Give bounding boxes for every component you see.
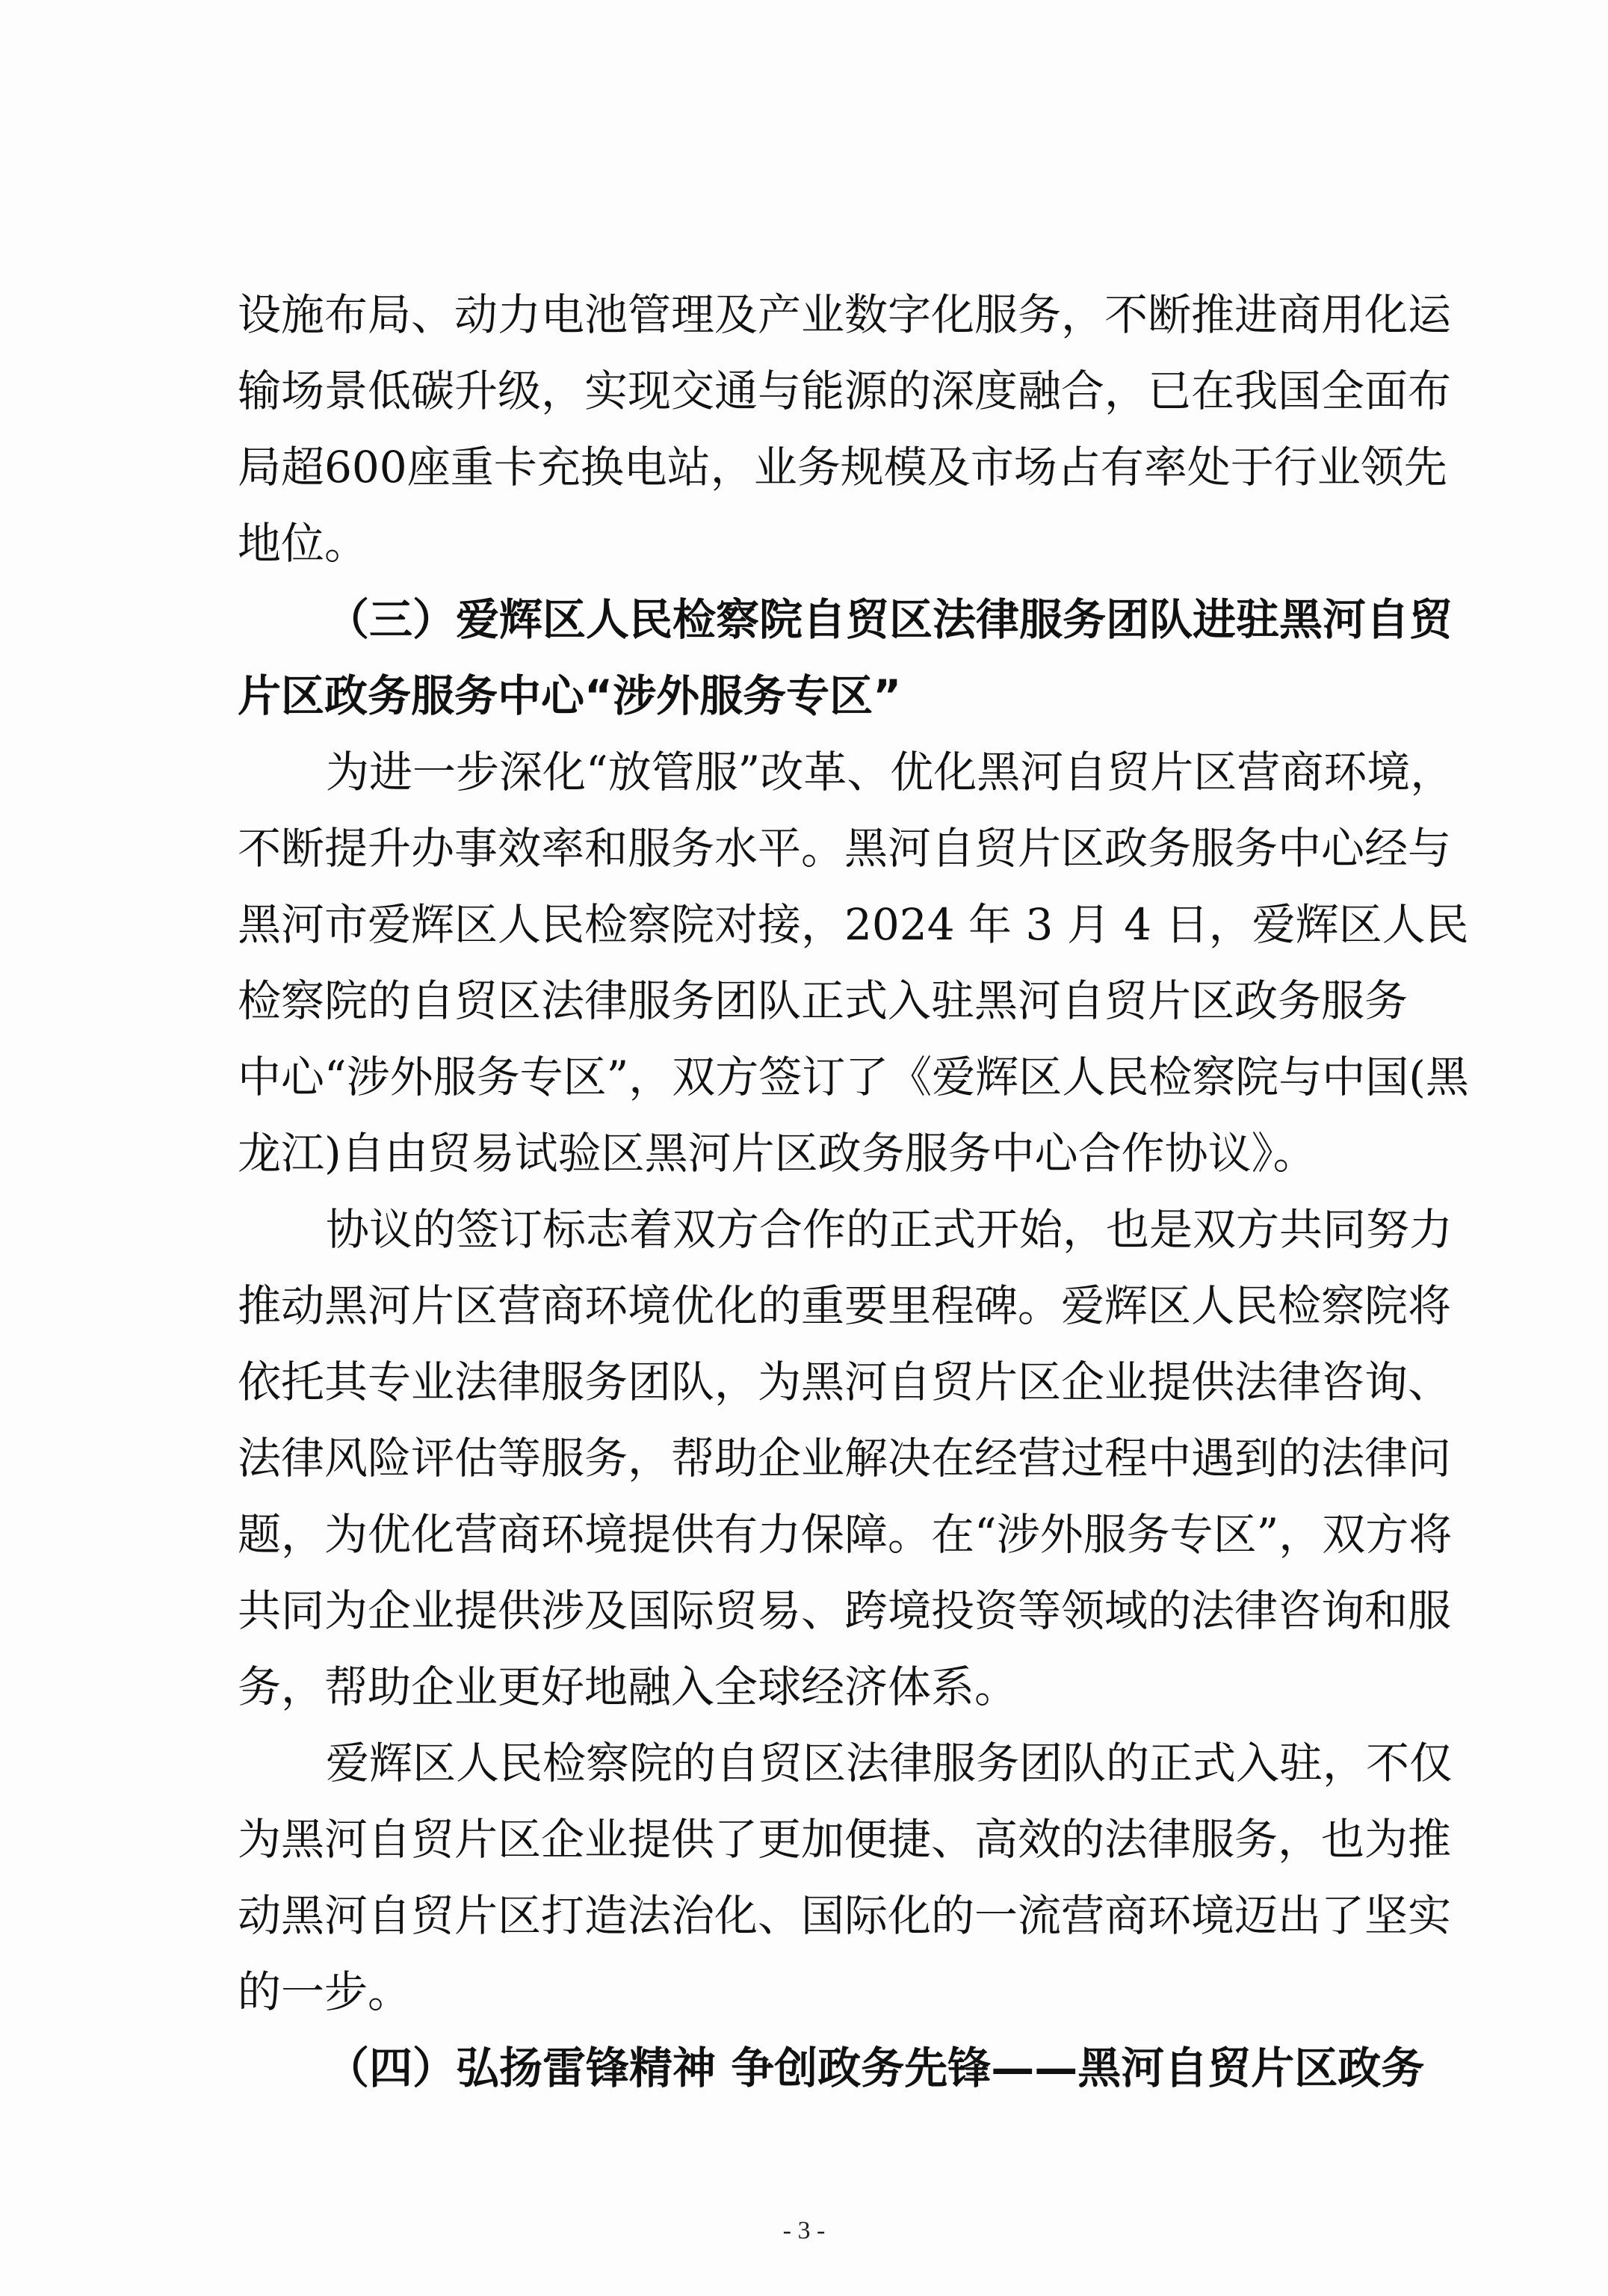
- body-line: 推动黑河片区营商环境优化的重要里程碑。爱辉区人民检察院将: [238, 1280, 1452, 1331]
- body-line: 共同为企业提供涉及国际贸易、跨境投资等领域的法律咨询和服: [238, 1585, 1452, 1636]
- body-line: 协议的签订标志着双方合作的正式开始，也是双方共同努力: [326, 1204, 1453, 1255]
- body-line: 输场景低碳升级，实现交通与能源的深度融合，已在我国全面布: [238, 365, 1452, 416]
- body-line: 检察院的自贸区法律服务团队正式入驻黑河自贸片区政务服务: [238, 975, 1408, 1026]
- body-line: 法律风险评估等服务，帮助企业解决在经营过程中遇到的法律问: [238, 1433, 1452, 1484]
- body-line: 中心“涉外服务专区”，双方签订了《爱辉区人民检察院与中国(黑: [238, 1052, 1469, 1102]
- body-line: 龙江)自由贸易试验区黑河片区政务服务中心合作协议》。: [238, 1128, 1317, 1179]
- body-line: 题，为优化营商环境提供有力保障。在“涉外服务专区”，双方将: [238, 1509, 1453, 1560]
- section-heading: （四）弘扬雷锋精神 争创政务先锋——黑河自贸片区政务: [326, 2043, 1425, 2093]
- body-line: 设施布局、动力电池管理及产业数字化服务，不断推进商用化运: [238, 289, 1452, 340]
- body-line: 黑河市爱辉区人民检察院对接，2024 年 3 月 4 日，爱辉区人民: [238, 899, 1469, 950]
- body-line: 的一步。: [238, 1966, 412, 2017]
- section-heading: 片区政务服务中心“涉外服务专区”: [238, 670, 902, 721]
- section-heading: （三）爱辉区人民检察院自贸区法律服务团队进驻黑河自贸: [326, 594, 1453, 645]
- body-line: 务，帮助企业更好地融入全球经济体系。: [238, 1661, 1018, 1712]
- body-line: 局超600座重卡充换电站，业务规模及市场占有率处于行业领先: [238, 442, 1447, 493]
- body-line: 依托其专业法律服务团队，为黑河自贸片区企业提供法律咨询、: [238, 1357, 1452, 1407]
- body-line: 为黑河自贸片区企业提供了更加便捷、高效的法律服务，也为推: [238, 1814, 1452, 1865]
- page-number: - 3 -: [782, 2217, 826, 2244]
- body-line: 动黑河自贸片区打造法治化、国际化的一流营商环境迈出了坚实: [238, 1890, 1452, 1941]
- body-line: 爱辉区人民检察院的自贸区法律服务团队的正式入驻，不仅: [326, 1738, 1453, 1789]
- body-line: 地位。: [238, 518, 368, 569]
- body-line: 为进一步深化“放管服”改革、优化黑河自贸片区营商环境，: [326, 747, 1454, 797]
- body-line: 不断提升办事效率和服务水平。黑河自贸片区政务服务中心经与: [238, 823, 1452, 874]
